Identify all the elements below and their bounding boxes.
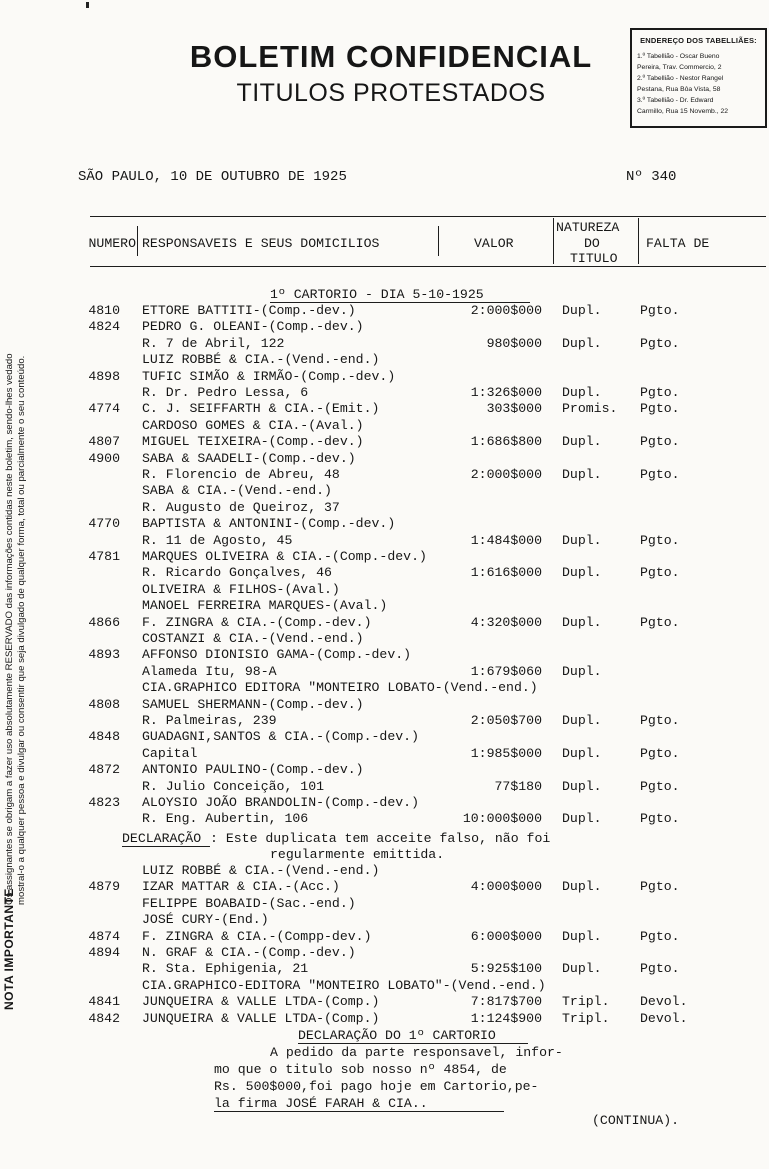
row-natureza: Dupl.	[562, 434, 602, 450]
row-number: 4872	[88, 762, 120, 778]
declaracao-cartorio-line: la firma JOSÉ FARAH & CIA..	[214, 1096, 428, 1111]
dateline: SÃO PAULO, 10 DE OUTUBRO DE 1925	[78, 169, 347, 185]
declaracao-cartorio-title: DECLARAÇÃO DO 1º CARTORIO	[298, 1028, 496, 1043]
row-valor: 303$000	[486, 401, 542, 417]
header-divider	[638, 218, 639, 264]
row-responsible: F. ZINGRA & CIA.-(Compp-dev.)	[142, 928, 372, 944]
row-natureza: Dupl.	[562, 614, 602, 630]
header-top-rule	[90, 216, 766, 217]
row-natureza: Dupl.	[562, 811, 602, 827]
bulletin-subtitle: TITULOS PROTESTADOS	[236, 79, 546, 107]
row-responsible: JOSÉ CURY-(End.)	[142, 912, 269, 928]
row-natureza: Dupl.	[562, 467, 602, 482]
row-falta: Pgto.	[640, 434, 680, 450]
row-valor: 1:616$000	[470, 565, 542, 581]
row-falta: Pgto.	[640, 879, 680, 895]
row-responsible: R. Florencio de Abreu, 48	[142, 467, 340, 482]
header-divider	[553, 218, 554, 264]
row-valor: 1:326$000	[470, 385, 542, 400]
row-number: 4810	[88, 303, 120, 318]
row-valor: 980$000	[486, 335, 542, 351]
row-responsible: ALOYSIO JOÃO BRANDOLIN-(Comp.-dev.)	[142, 795, 419, 810]
row-number: 4781	[88, 549, 120, 564]
declaracao-cartorio-line: A pedido da parte responsavel, infor-	[270, 1045, 563, 1060]
row-natureza: Dupl.	[562, 663, 602, 679]
row-natureza: Dupl.	[562, 303, 602, 318]
declaracao-cartorio-line: Rs. 500$000,foi pago hoje em Cartorio,pe-	[214, 1079, 539, 1094]
address-box-heading: ENDEREÇO DOS TABELLIÃES:	[640, 36, 757, 45]
row-valor: 6:000$000	[470, 928, 542, 944]
row-natureza: Dupl.	[562, 385, 602, 400]
row-valor: 10:000$000	[462, 811, 542, 827]
row-falta: Pgto.	[640, 385, 680, 400]
row-falta: Pgto.	[640, 565, 680, 581]
row-responsible: R. Julio Conceição, 101	[142, 778, 325, 794]
header-numero: NUMERO	[88, 236, 136, 251]
side-notice	[4, 353, 28, 905]
row-responsible: CIA.GRAPHICO EDITORA "MONTEIRO LOBATO-(Vend.-end.)	[142, 680, 538, 696]
row-valor: 7:817$700	[470, 994, 542, 1010]
row-responsible: AFFONSO DIONISIO GAMA-(Comp.-dev.)	[142, 647, 412, 663]
row-valor: 4:000$000	[470, 879, 542, 895]
row-falta: Pgto.	[640, 303, 680, 318]
row-falta: Pgto.	[640, 928, 680, 944]
row-valor: 77$180	[494, 778, 542, 794]
row-natureza: Dupl.	[562, 335, 602, 351]
address-line: Pereira, Trav. Commercio, 2	[637, 64, 722, 71]
row-number: 4879	[88, 879, 120, 895]
header-divider	[438, 226, 439, 256]
row-responsible: CIA.GRAPHICO-EDITORA "MONTEIRO LOBATO"-(Vend.-end.)	[142, 977, 546, 993]
header-natureza-2: DO	[584, 236, 600, 251]
row-responsible: JUNQUEIRA & VALLE LTDA-(Comp.)	[142, 994, 380, 1010]
row-number: 4824	[88, 319, 120, 335]
row-responsible: SABA & CIA.-(Vend.-end.)	[142, 483, 332, 499]
row-number: 4893	[88, 647, 120, 663]
declaracao-label: DECLARAÇÃO	[122, 831, 202, 846]
notary-address-box	[630, 28, 767, 128]
row-responsible: ETTORE BATTITI-(Comp.-dev.)	[142, 303, 356, 318]
row-responsible: BAPTISTA & ANTONINI-(Comp.-dev.)	[142, 516, 396, 532]
row-valor: 5:925$100	[470, 961, 542, 977]
row-responsible: SABA & SAADELI-(Comp.-dev.)	[142, 450, 356, 466]
row-number: 4807	[88, 434, 120, 450]
row-responsible: R. Dr. Pedro Lessa, 6	[142, 385, 309, 400]
row-falta: Pgto.	[640, 961, 680, 977]
row-responsible: TUFIC SIMÃO & IRMÃO-(Comp.-dev.)	[142, 368, 396, 384]
declaracao-cartorio-line: mo que o titulo sob nosso nº 4854, de	[214, 1062, 507, 1077]
row-responsible: R. Eng. Aubertin, 106	[142, 811, 309, 827]
address-line: 2.º Tabellião - Nestor Rangel	[637, 75, 724, 82]
row-responsible: OLIVEIRA & FILHOS-(Aval.)	[142, 581, 340, 597]
row-valor: 2:000$000	[470, 303, 542, 318]
row-number: 4898	[88, 368, 120, 384]
declaracao-text-2: regularmente emittida.	[270, 847, 445, 862]
row-responsible: ANTONIO PAULINO-(Comp.-dev.)	[142, 762, 364, 778]
row-falta: Pgto.	[640, 713, 680, 728]
row-number: 4874	[88, 928, 120, 944]
row-responsible: Capital	[142, 745, 198, 761]
row-valor: 1:985$000	[470, 745, 542, 761]
address-line: Pestana, Rua Bôa Vista, 58	[637, 86, 721, 93]
row-number: 4770	[88, 516, 120, 532]
row-valor: 1:124$900	[470, 1010, 542, 1026]
row-responsible: PEDRO G. OLEANI-(Comp.-dev.)	[142, 319, 364, 335]
declaracao-cartorio-underline-2	[214, 1111, 504, 1112]
bulletin-title: BOLETIM CONFIDENCIAL	[189, 39, 593, 74]
row-responsible: R. Palmeiras, 239	[142, 713, 277, 728]
row-natureza: Dupl.	[562, 713, 602, 728]
row-number: 4841	[88, 994, 120, 1010]
row-natureza: Dupl.	[562, 745, 602, 761]
declaracao-cartorio-underline	[298, 1043, 528, 1044]
address-line: Carmillo, Rua 15 Novemb., 22	[637, 108, 729, 115]
section-title: 1º CARTORIO - DIA 5-10-1925	[270, 287, 484, 302]
row-responsible: COSTANZI & CIA.-(Vend.-end.)	[142, 631, 364, 646]
row-responsible: LUIZ ROBBÉ & CIA.-(Vend.-end.)	[142, 352, 380, 368]
row-falta: Devol.	[640, 1010, 688, 1026]
header-falta: FALTA DE	[646, 236, 710, 251]
row-natureza: Dupl.	[562, 961, 602, 977]
row-valor: 1:484$000	[470, 532, 542, 548]
row-natureza: Tripl.	[562, 1010, 610, 1026]
side-notice-line-1: Os assignantes se obrigam a fazer uso absolutamente RESERVADO das informações contidas neste boletim, sendo-lhes vedado	[4, 353, 15, 905]
row-falta: Pgto.	[640, 467, 680, 482]
row-natureza: Dupl.	[562, 532, 602, 548]
row-falta: Pgto.	[640, 335, 680, 351]
header-natureza-1: NATUREZA	[556, 220, 620, 235]
declaracao-text: : Este duplicata tem acceite falso, não foi	[210, 831, 551, 846]
row-responsible: FELIPPE BOABAID-(Sac.-end.)	[142, 895, 356, 911]
row-responsible: JUNQUEIRA & VALLE LTDA-(Comp.)	[142, 1010, 380, 1026]
row-falta: Devol.	[640, 994, 688, 1010]
row-responsible: R. Augusto de Queiroz, 37	[142, 499, 340, 515]
row-responsible: C. J. SEIFFARTH & CIA.-(Emit.)	[142, 401, 380, 417]
row-responsible: SAMUEL SHERMANN-(Comp.-dev.)	[142, 696, 364, 712]
row-responsible: Alameda Itu, 98-A	[142, 663, 277, 679]
row-responsible: F. ZINGRA & CIA.-(Comp.-dev.)	[142, 614, 372, 630]
row-natureza: Tripl.	[562, 994, 610, 1010]
row-falta: Pgto.	[640, 778, 680, 794]
row-falta: Pgto.	[640, 745, 680, 761]
row-responsible: LUIZ ROBBÉ & CIA.-(Vend.-end.)	[142, 863, 380, 878]
row-responsible: CARDOSO GOMES & CIA.-(Aval.)	[142, 417, 364, 433]
row-natureza: Dupl.	[562, 565, 602, 581]
row-falta: Pgto.	[640, 811, 680, 827]
address-line: 3.º Tabellião - Dr. Edward	[637, 97, 714, 104]
row-valor: 2:000$000	[470, 467, 542, 482]
row-responsible: MARQUES OLIVEIRA & CIA.-(Comp.-dev.)	[142, 549, 427, 564]
row-number: 4848	[88, 729, 120, 745]
row-falta: Pgto.	[640, 401, 680, 417]
row-valor: 4:320$000	[470, 614, 542, 630]
header-valor: VALOR	[474, 236, 514, 251]
row-responsible: R. 7 de Abril, 122	[142, 335, 285, 351]
row-responsible: R. Sta. Ephigenia, 21	[142, 961, 309, 977]
row-responsible: MANOEL FERREIRA MARQUES-(Aval.)	[142, 598, 388, 614]
row-number: 4842	[88, 1010, 120, 1026]
scan-mark	[86, 2, 89, 8]
row-responsible: MIGUEL TEIXEIRA-(Comp.-dev.)	[142, 434, 364, 450]
important-note-label: NOTA IMPORTANTE	[2, 888, 16, 1010]
row-falta: Pgto.	[640, 532, 680, 548]
row-natureza: Dupl.	[562, 778, 602, 794]
row-valor: 2:050$700	[470, 713, 542, 728]
row-responsible: R. 11 de Agosto, 45	[142, 532, 293, 548]
row-natureza: Dupl.	[562, 879, 602, 895]
bulletin-number: Nº 340	[626, 169, 677, 185]
row-valor: 1:679$060	[470, 663, 542, 679]
header-responsaveis: RESPONSAVEIS E SEUS DOMICILIOS	[142, 236, 380, 251]
row-responsible: N. GRAF & CIA.-(Comp.-dev.)	[142, 945, 356, 960]
row-number: 4866	[88, 614, 120, 630]
row-falta: Pgto.	[640, 614, 680, 630]
continua-note: (CONTINUA).	[592, 1113, 680, 1128]
header-divider	[137, 226, 138, 256]
row-valor: 1:686$800	[470, 434, 542, 450]
row-responsible: GUADAGNI,SANTOS & CIA.-(Comp.-dev.)	[142, 729, 419, 745]
row-number: 4808	[88, 696, 120, 712]
row-natureza: Dupl.	[562, 928, 602, 944]
row-responsible: R. Ricardo Gonçalves, 46	[142, 565, 332, 581]
row-number: 4774	[88, 401, 120, 417]
declaracao-underline	[122, 846, 210, 847]
row-natureza: Promis.	[562, 401, 618, 417]
side-notice-line-2: mostral-o a qualquer pessoa e divulgar ou consentir que seja divulgado de qualquer forma, total ou parcialmente o seu conteúdo.	[16, 355, 27, 905]
row-number: 4823	[88, 795, 120, 810]
header-natureza-3: TITULO	[570, 251, 618, 266]
row-number: 4900	[88, 450, 120, 466]
header-bottom-rule	[90, 266, 766, 267]
address-line: 1.º Tabellião - Oscar Bueno	[637, 53, 720, 60]
row-responsible: IZAR MATTAR & CIA.-(Acc.)	[142, 879, 340, 895]
row-number: 4894	[88, 945, 120, 960]
